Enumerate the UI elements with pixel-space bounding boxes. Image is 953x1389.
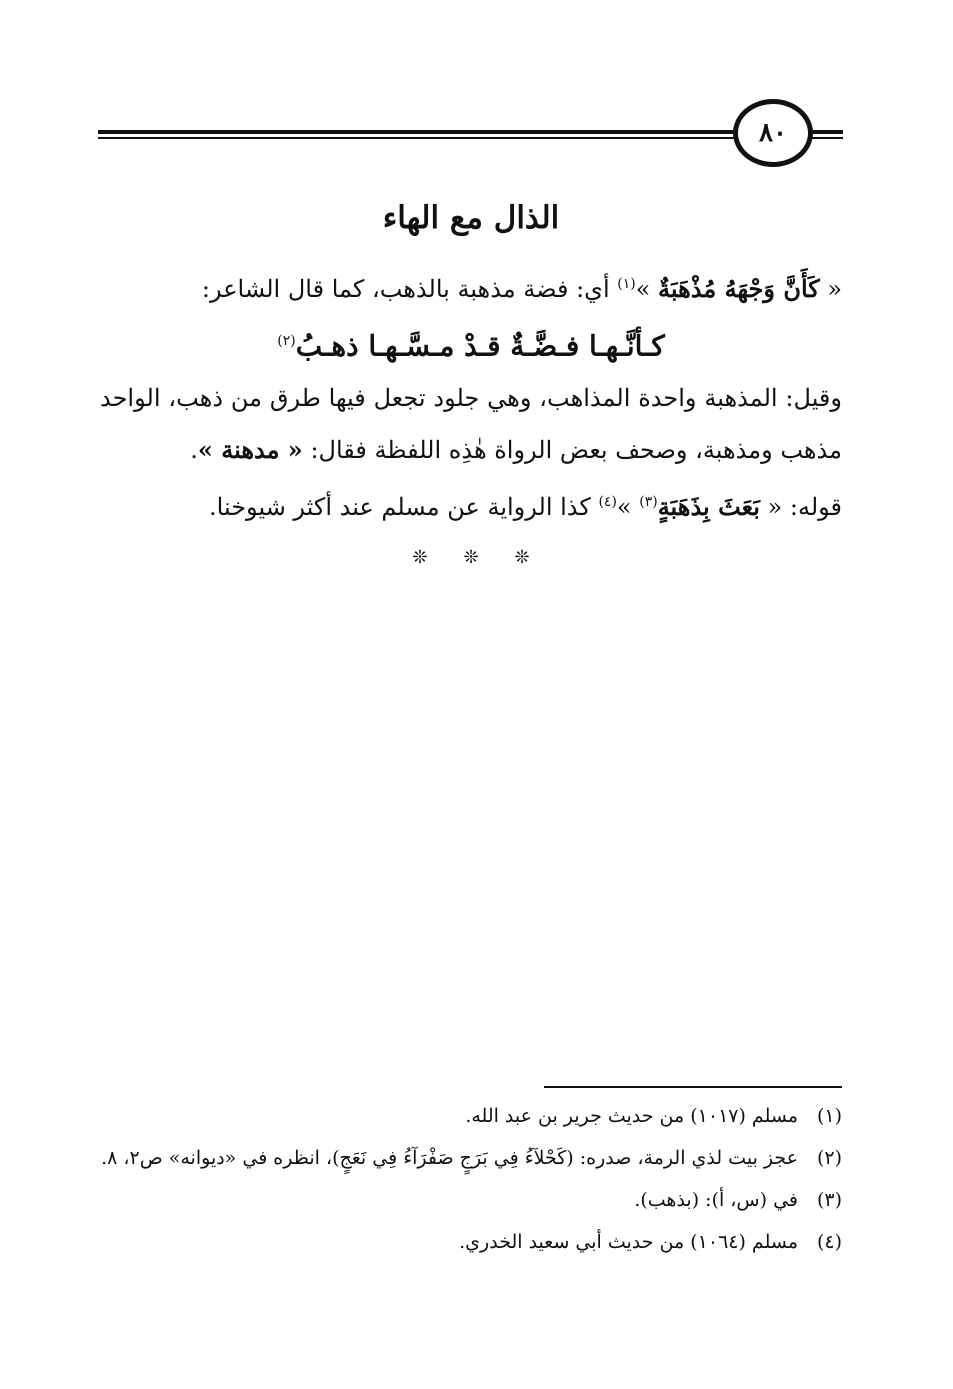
- footnote-text: عجز بيت لذي الرمة، صدره: (كَحْلآءُ فِي بَرَجٍ صَفْرَآءُ فِي نَعَجٍ)، انظره في «ديوانه» ص٢، ٨.: [101, 1147, 798, 1169]
- footnote-number: (٣): [816, 1189, 842, 1211]
- quote-close: »: [635, 275, 659, 303]
- hadith-phrase-2: بَعَثَ بِذَهَبَةٍ: [657, 492, 760, 522]
- page-number-badge: [733, 99, 813, 167]
- paragraph-2-end: .: [190, 436, 198, 465]
- quote-open: «: [819, 275, 842, 303]
- footnote-3: [100, 1179, 842, 1221]
- asterisk: ❊: [463, 547, 479, 569]
- footnote-4: [100, 1221, 842, 1263]
- footnote-number: (٢): [816, 1147, 842, 1169]
- header-rule: [98, 128, 843, 139]
- paragraph-1: [100, 258, 842, 315]
- section-separator: [100, 547, 842, 568]
- footnote-ref-3: (٣): [639, 494, 658, 511]
- footnote-ref-2: (٢): [277, 333, 296, 349]
- header-rule-thick: [98, 130, 843, 134]
- footnote-text: مسلم (١٠١٧) من حديث جرير بن عبد الله.: [465, 1105, 798, 1127]
- section-title: الذال مع الهاء: [382, 200, 560, 236]
- footnote-text: مسلم (١٠٦٤) من حديث أبي سعيد الخدري.: [459, 1231, 798, 1253]
- variant-word: « مدهنة »: [197, 435, 303, 465]
- page-number: ٨٠: [759, 118, 787, 148]
- footnote-rule: [544, 1086, 842, 1088]
- asterisk: ❊: [514, 547, 530, 569]
- paragraph-3: [100, 476, 842, 533]
- header-rule-thin: [98, 137, 843, 139]
- paragraph-1-text: أي: فضة مذهبة بالذهب، كما قال الشاعر:: [201, 275, 618, 303]
- main-content: [100, 190, 842, 568]
- footnote-number: (١): [816, 1105, 842, 1127]
- footnote-1: [100, 1095, 842, 1137]
- paragraph-3-start: قوله: «: [759, 493, 842, 522]
- poetry-verse: [100, 315, 842, 372]
- paragraph-2: [100, 372, 842, 476]
- footnote-ref-1: (١): [617, 276, 636, 292]
- asterisk: ❊: [412, 547, 428, 569]
- footnote-2: [100, 1137, 842, 1179]
- verse-text: كـأنَّـهـا فـضَّـةٌ قـدْ مـسَّـهـا ذهـبُ: [295, 329, 665, 363]
- footnote-number: (٤): [816, 1231, 842, 1253]
- quote-close-2: »: [616, 493, 640, 522]
- paragraph-2-text: وقيل: المذهبة واحدة المذاهب، وهي جلود تجعل فيها طرق من ذهب، الواحد مذهب ومذهبة، وصحف بعض الرواة هٰذِه اللفظة فقال:: [100, 384, 842, 465]
- footnotes: [100, 1095, 842, 1263]
- paragraph-3-text: كذا الرواية عن مسلم عند أكثر شيوخنا.: [209, 493, 599, 522]
- footnote-text: في (س، أ): (بذهب).: [634, 1189, 798, 1211]
- footnote-ref-4: (٤): [598, 494, 617, 511]
- hadith-phrase: كَأَنَّ وَجْهَهُ مُذْهَبَةٌ: [658, 274, 820, 303]
